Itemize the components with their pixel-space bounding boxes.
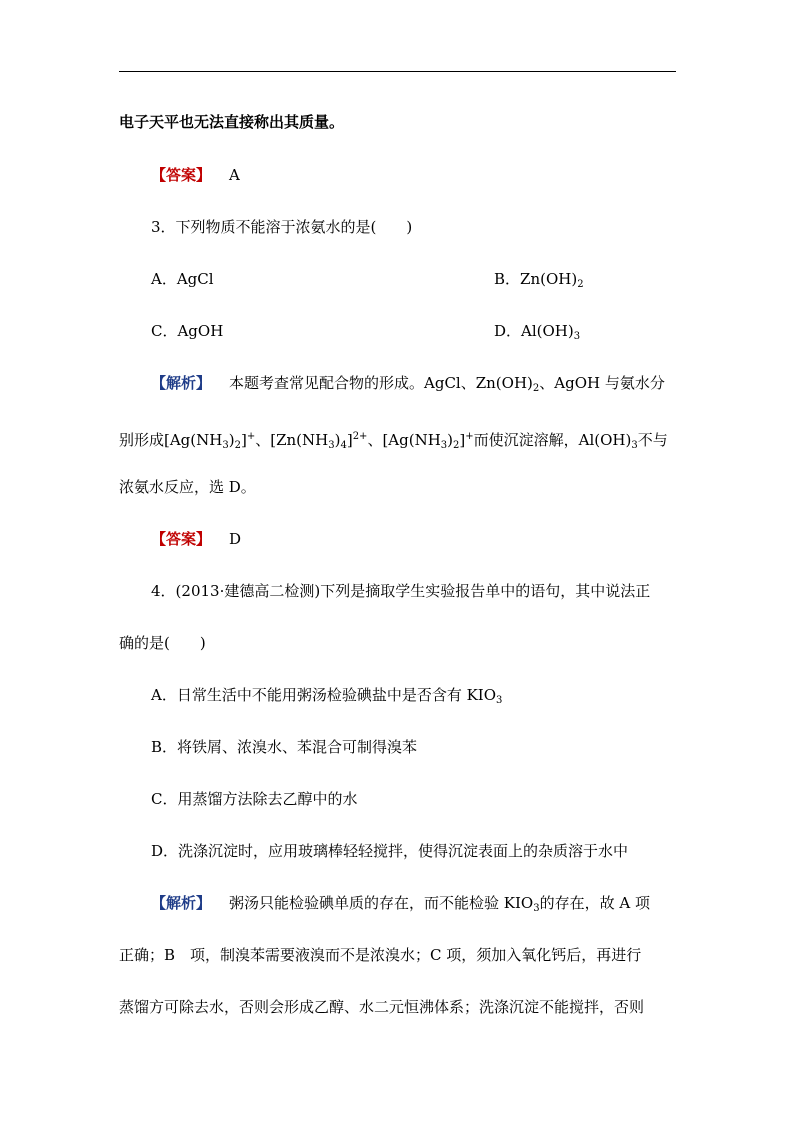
q4-option-b: B．将铁屑、浓溴水、苯混合可制得溴苯: [151, 738, 418, 756]
analysis-tag: 【解析】: [151, 894, 212, 912]
q4-option-a: A．日常生活中不能用粥汤检验碘盐中是否含有 $KIO_3$: [151, 686, 503, 706]
q3-analysis-line1: 【解析】 本题考查常见配合物的形成。AgCl、$Zn(OH)_2$、AgOH 与氨水分: [151, 374, 665, 394]
answer-value: A: [229, 166, 240, 184]
q4-analysis-line2: 正确；B 项，制溴苯需要液溴而不是浓溴水；C 项，须加入氧化钙后，再进行: [119, 946, 642, 964]
q4-stem-line1: 4．(2013·建德高二检测)下列是摘取学生实验报告单中的语句，其中说法正: [151, 582, 651, 600]
q4-option-c: C．用蒸馏方法除去乙醇中的水: [151, 790, 358, 808]
analysis-tag: 【解析】: [151, 374, 212, 392]
header-rule: [119, 71, 676, 72]
q3-analysis-line2: 别形成$[Ag(NH_3)_2]^+$、$[Zn(NH_3)_4]^{2+}$、$[Ag(NH_3)_2]^+$而使沉淀溶解，$Al(OH)_3$不与: [119, 431, 668, 451]
answer-tag: 【答案】: [151, 530, 212, 548]
q3-options-row1: [151, 268, 711, 290]
q3-option-a: A．AgCl: [151, 270, 214, 288]
q3-option-c: C．AgOH: [151, 322, 224, 340]
answer-tag: 【答案】: [151, 166, 212, 184]
q3-stem: 3．下列物质不能溶于浓氨水的是( ): [151, 218, 413, 236]
q3-option-d: D．$Al(OH)_3$: [494, 322, 581, 342]
q3-analysis-line3: 浓氨水反应，选 D。: [119, 478, 256, 496]
q3-answer: [151, 528, 711, 550]
continuation-text: 电子天平也无法直接称出其质量。: [119, 113, 345, 131]
q2-answer: [151, 164, 711, 186]
q3-options-row2: [151, 320, 711, 342]
q4-stem-line2: 确的是( ): [119, 634, 206, 652]
q4-option-d: D．洗涤沉淀时，应用玻璃棒轻轻搅拌，使得沉淀表面上的杂质溶于水中: [151, 842, 629, 860]
q3-option-b: B．$Zn(OH)_2$: [494, 270, 584, 290]
q4-analysis-line1: 【解析】 粥汤只能检验碘单质的存在，而不能检验 $KIO_3$的存在，故 A 项: [151, 894, 650, 914]
answer-value: D: [229, 530, 242, 548]
q4-analysis-line3: 蒸馏方可除去水，否则会形成乙醇、水二元恒沸体系；洗涤沉淀不能搅拌，否则: [119, 998, 645, 1016]
